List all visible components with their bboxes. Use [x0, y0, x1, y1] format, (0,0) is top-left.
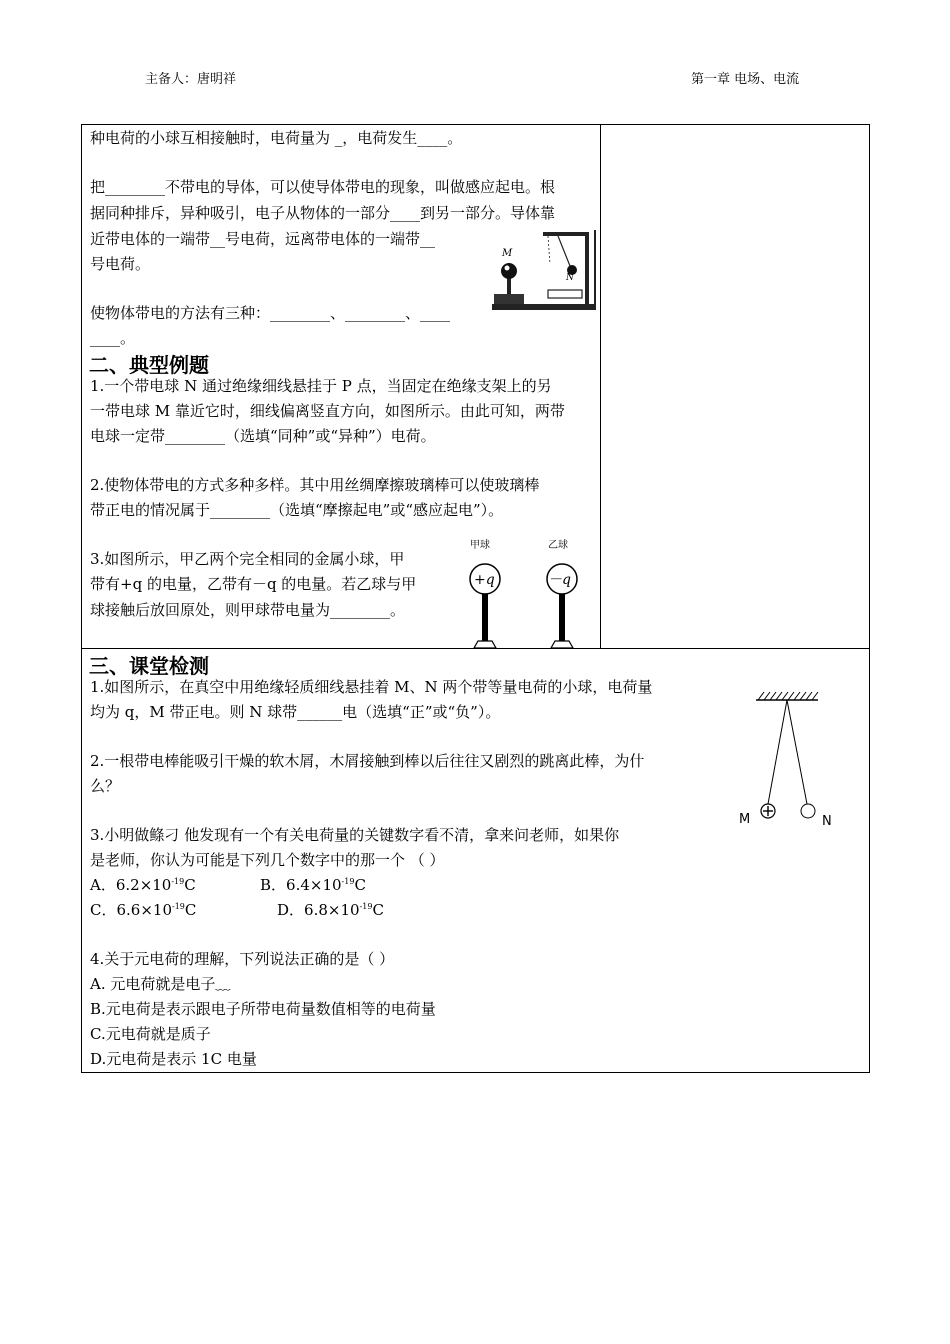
label-m: M: [502, 248, 513, 259]
s2-q3-line-2: 带有+q 的电量，乙带有－q 的电量。若乙球与甲: [90, 575, 417, 593]
s3-q4-option-d: D.元电荷是表示 1C 电量: [90, 1050, 257, 1068]
ball-n-label: N: [822, 814, 832, 829]
suspended-balls-figure: [734, 688, 844, 830]
sphere-a-label: 甲球: [470, 540, 490, 551]
row-divider: [81, 648, 870, 649]
s2-q2-line-2: 带正电的情况属于________（选填“摩擦起电”或“感应起电”）。: [90, 501, 504, 519]
charge-contact-line: 种电荷的小球互相接触时，电荷量为 _，电荷发生____。: [90, 129, 463, 147]
s3-q4-option-a: A. 元电荷就是电子﹏: [90, 975, 231, 993]
s3-q3-option-b: B．$6.4\times 10^{-19}C$: [260, 876, 366, 894]
s2-q1-line-1: 1.一个带电球 N 通过绝缘细线悬挂于 P 点，当固定在绝缘支架上的另: [90, 377, 552, 395]
methods-line-1: 使物体带电的方法有三种：________、________、____: [90, 304, 451, 322]
s2-q1-line-3: 电球一定带________（选填“同种”或“异种”）电荷。: [90, 427, 436, 445]
section-2-title: 二、典型例题: [89, 353, 209, 377]
ball-m-label: M: [739, 812, 751, 827]
s3-q3-option-a: A．$6.2\times 10^{-19}C$: [90, 876, 196, 894]
s2-q3-line-1: 3.如图所示，甲乙两个完全相同的金属小球，甲: [90, 550, 405, 568]
s3-q2-line-1: 2.一根带电棒能吸引干燥的软木屑，木屑接触到棒以后往往又剧烈的跳离此棒，为什: [90, 752, 645, 770]
s3-q1-line-2: 均为 q，M 带正电。则 N 球带______电（选填“正”或“负”）。: [90, 703, 501, 721]
s3-q3-line-1: 3.小明做鲦刁 他发现有一个有关电荷量的关键数字看不清，拿来问老师，如果你: [90, 826, 620, 844]
s3-q3-option-c: C．$6.6\times 10^{-19}C$: [90, 901, 197, 919]
s3-q4-option-c: C.元电荷就是质子: [90, 1025, 211, 1043]
s2-q1-line-2: 一带电球 M 靠近它时，细线偏离竖直方向，如图所示。由此可知，两带: [90, 402, 565, 420]
induction-line-4: 号电荷。: [90, 255, 151, 273]
section-3-title: 三、课堂检测: [89, 654, 209, 678]
sphere-b-charge: －q: [548, 572, 571, 588]
sphere-a-charge: +q: [474, 572, 495, 588]
s3-q3-option-d: D．$6.8\times 10^{-19}C$: [277, 901, 384, 919]
induction-line-1: 把________不带电的导体，可以使导体带电的现象，叫做感应起电。根: [90, 178, 556, 196]
s2-q2-line-1: 2.使物体带电的方式多种多样。其中用丝绸摩擦玻璃棒可以使玻璃棒: [90, 476, 540, 494]
induction-apparatus-figure: [488, 224, 600, 314]
two-spheres-figure: [460, 534, 600, 648]
s3-q4-stem: 4.关于元电荷的理解，下列说法正确的是（ ）: [90, 950, 395, 968]
header-preparer: 主备人：唐明祥: [145, 72, 237, 87]
column-divider: [600, 124, 601, 649]
label-n: N: [566, 273, 574, 283]
s3-q3-line-2: 是老师，你认为可能是下列几个数字中的那一个 （ ）: [90, 851, 445, 869]
s3-q2-line-2: 么？: [90, 777, 121, 795]
s2-q3-line-3: 球接触后放回原处，则甲球带电量为________。: [90, 601, 406, 619]
methods-line-2: ____。: [90, 329, 136, 347]
induction-line-2: 据同种排斥，异种吸引，电子从物体的一部分____到另一部分。导体靠: [90, 204, 556, 222]
s3-q1-line-1: 1.如图所示，在真空中用绝缘轻质细线悬挂着 M、N 两个带等量电荷的小球，电荷量: [90, 678, 653, 696]
sphere-b-label: 乙球: [548, 540, 568, 551]
induction-line-3: 近带电体的一端带__号电荷，远离带电体的一端带__: [90, 230, 436, 248]
header-chapter: 第一章 电场、电流: [691, 72, 800, 87]
s3-q4-option-b: B.元电荷是表示跟电子所带电荷量数值相等的电荷量: [90, 1000, 436, 1018]
